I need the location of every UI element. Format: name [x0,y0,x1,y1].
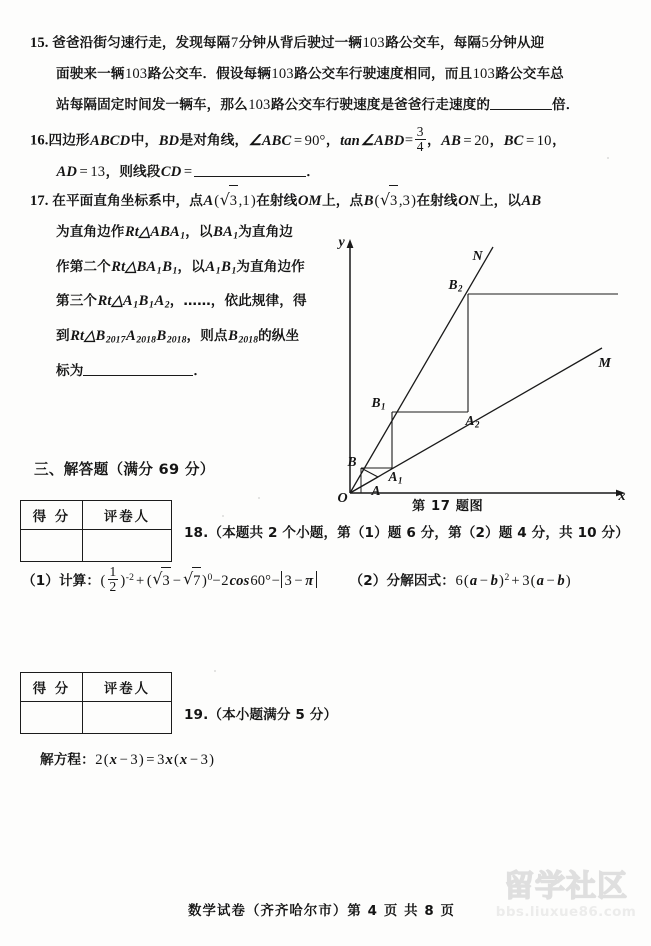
figure-17 [330,235,640,510]
q15-number: 15. [30,35,49,51]
figure-label-y: y [338,235,345,250]
watermark-title: 留学社区 [504,869,628,904]
q18-part1-label: （1）计算： [22,572,101,589]
sqrt-3-b: √ 3 [380,185,398,217]
table-row [21,530,172,562]
q17-number: 17. [30,193,49,209]
watermark-logo [486,869,646,920]
watermark-url: bbs.liuxue86.com [495,904,637,920]
table-row [21,702,172,734]
scan-speck [607,157,609,159]
q17-line-3: 作第二个$Rt\triangle BA_1B_1$，以$A_1B_1$为直角边作 [56,258,305,277]
score-input-points[interactable] [21,530,83,562]
q16-line-2: AD = 13，则线段CD = ． [56,163,320,180]
question-15 [30,28,630,121]
q17-line-6: 标为 ． [56,362,208,379]
score-table-q19 [20,672,172,734]
score-header-grader-2: 评卷人 [82,673,171,702]
score-header-points: 得 分 [21,501,83,530]
figure-17-caption: 第 17 题图 [412,499,484,514]
section-heading-3: 三、解答题（满分 69 分） [34,461,215,478]
figure-point-B2: $B_2$ [448,277,463,294]
figure-17-svg [330,235,640,510]
fraction-one-half: $\frac{1}{2}$ [109,564,117,595]
q15-line-3: 站每隔固定时间发一辆车，那么103路公交车行驶速度是爸爸行走速度的 倍． [56,97,580,113]
score-input-points-2[interactable] [21,702,83,734]
table-row [21,501,172,530]
sqrt-3-expr: √ 3 [152,567,170,594]
question-16 [30,125,630,188]
scan-speck [214,670,216,672]
ray-ON [350,247,493,493]
score-input-grader-2[interactable] [82,702,171,734]
segment-AB [361,468,378,477]
figure-point-A1: $A_1$ [388,469,403,486]
figure-label-x: x [618,489,626,504]
q17-line-2: 为直角边作$Rt\triangle ABA_1$，以$BA_1$为直角边 [56,224,293,242]
score-header-grader: 评卷人 [82,501,171,530]
q17-answer-blank[interactable] [83,375,193,376]
score-header-points-2: 得 分 [21,673,83,702]
scan-speck [222,515,224,517]
q16-number: 16. [30,132,49,149]
scan-speck [258,497,260,499]
q15-line-2: 面驶来一辆103路公交车．假设每辆103路公交车行驶速度相同，而且103路公交车总 [56,66,564,82]
question-18-parts: （1）计算：( $\frac{1}{2}$ )$^{-2}$ + ( √ 3 − √ 7 )$^0$−2cos60°− 3 − π （2）分解因式：$6(a - b)^2 + 3(a - b)$ [22,565,642,594]
figure-point-A: A [371,483,381,498]
page-footer: 数学试卷（齐齐哈尔市）第 4 页 共 8 页 [188,904,456,919]
sqrt-7-expr: √ 7 [183,567,201,594]
question-19-header: 19.（本小题满分 5 分） [184,707,338,723]
score-table-q18 [20,500,172,562]
figure-point-B: B [347,454,357,469]
question-19-equation: 解方程：2(x − 3) = 3x(x − 3) [40,752,215,768]
q16-answer-blank[interactable] [194,176,306,177]
q17-line-4: 第三个$Rt\triangle A_1B_1A_2$，……，依此规律，得 [56,293,307,312]
q18-part2-label: （2）分解因式： [349,572,455,589]
q16-line-1: 16.四边形ABCD中，BD是对角线，∠ABC = 90°，tan∠ABD= $\frac{3}{4}$ ，AB = 20，BC = 10， [30,124,566,154]
figure-point-A2: $A_2$ [465,413,480,430]
q19-solve-label: 解方程： [40,752,95,768]
q15-answer-blank[interactable] [490,109,552,110]
q15-line-1: 15. 爸爸沿街匀速行走，发现每隔7分钟从背后驶过一辆103路公交车，每隔5分钟从迎 [30,35,545,51]
score-input-grader[interactable] [82,530,171,562]
table-row [21,673,172,702]
figure-label-M: M [598,356,611,371]
figure-label-O: O [337,491,348,506]
question-18-header: 18.（本题共 2 个小题，第（1）题 6 分，第（2）题 4 分，共 10 分） [184,525,629,541]
sqrt-3-a: √ 3 [220,185,238,217]
y-axis-arrow [347,239,354,248]
figure-label-N: N [472,249,483,264]
q17-line-5: 到$Rt\triangle B_{2017}A_{2018}B_{2018}$，则点$B_{2018}$的纵坐 [56,328,300,346]
absolute-value-expr: 3 − π [280,568,318,594]
fraction-three-fourths: $\frac{3}{4}$ [416,124,424,154]
figure-point-B1: $B_1$ [371,395,386,412]
q17-line-1: 17. 在平面直角坐标系中，点A( √ 3 ,1)在射线OM上，点B( √ 3 ,3)在射线ON上，以AB [30,185,630,217]
